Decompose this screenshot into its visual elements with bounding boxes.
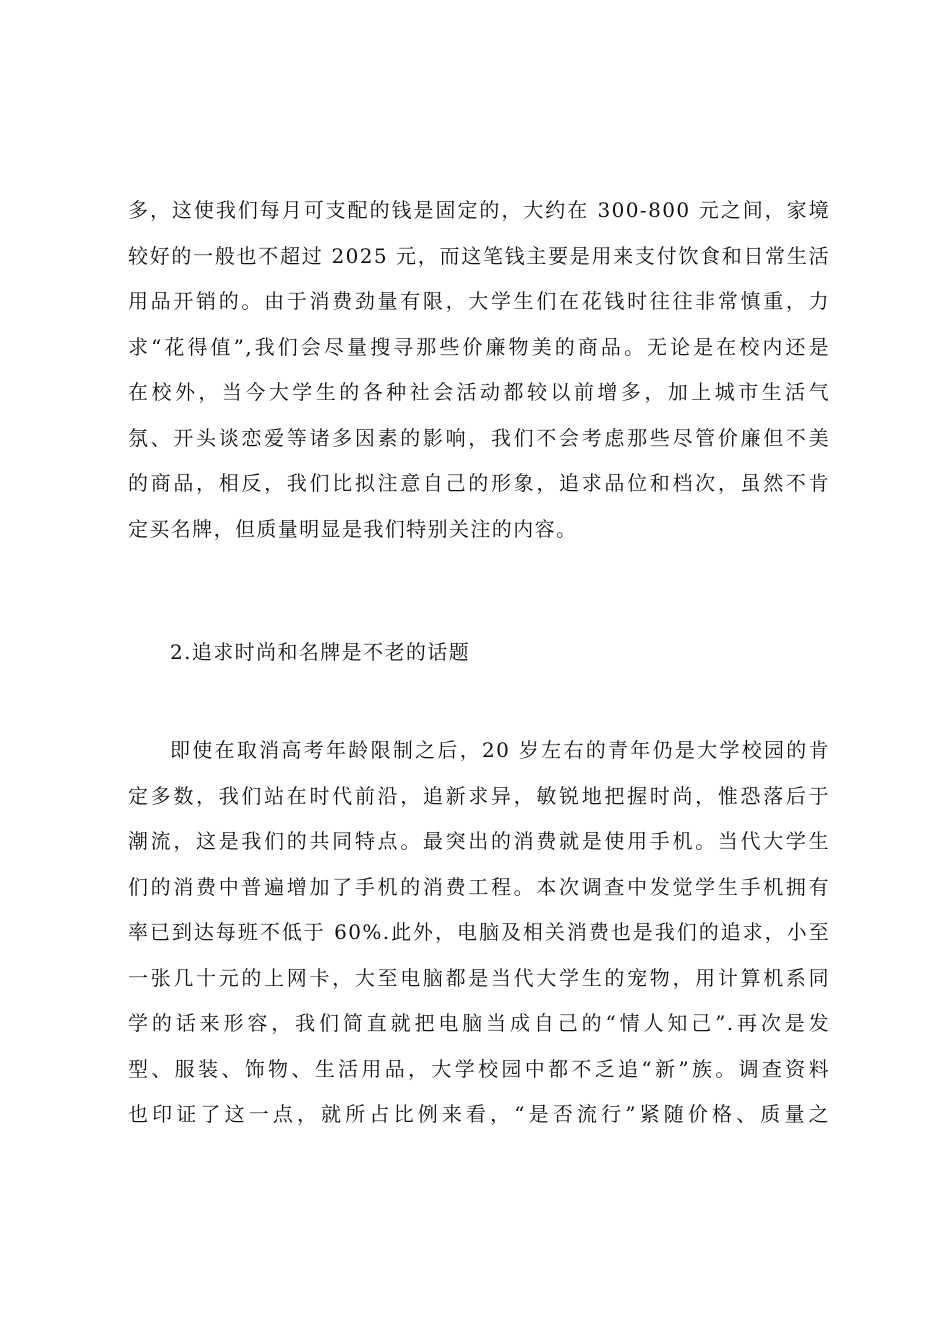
section-heading-text: 2.追求时尚和名牌是不老的话题 <box>170 640 471 664</box>
paragraph-line: 定买名牌，但质量明显是我们特别关注的内容。 <box>128 516 578 541</box>
body-paragraph <box>128 728 830 1138</box>
paragraph-line: 多，这使我们每月可支配的钱是固定的，大约在 300-800 元之间，家境 <box>128 198 830 222</box>
paragraph-line: 的商品，相反，我们比拟注意自己的形象，追求品位和档次，虽然不肯 <box>128 471 830 495</box>
paragraph-line: 求“花得值”,我们会尽量搜寻那些价廉物美的商品。无论是在校内还是 <box>128 334 830 359</box>
paragraph-line: 定多数，我们站在时代前沿，追新求异，敏锐地把握时尚，惟恐落后于 <box>128 783 830 808</box>
body-paragraph <box>128 188 830 552</box>
paragraph-line: 们的消费中普遍增加了手机的消费工程。本次调查中发觉学生手机拥有 <box>128 874 830 899</box>
paragraph-line: 也印证了这一点，就所占比例来看，“是否流行”紧随价格、质量之 <box>128 1102 830 1126</box>
paragraph-line: 率已到达每班不低于 60%.此外，电脑及相关消费也是我们的追求，小至 <box>128 920 830 944</box>
paragraph-line: 用品开销的。由于消费劲量有限，大学生们在花钱时往往非常慎重，力 <box>128 289 830 313</box>
paragraph-line: 即使在取消高考年龄限制之后，20 岁左右的青年仍是大学校园的肯 <box>170 738 830 762</box>
paragraph-line: 在校外，当今大学生的各种社会活动都较以前增多，加上城市生活气 <box>128 380 830 404</box>
paragraph-line: 一张几十元的上网卡，大至电脑都是当代大学生的宠物，用计算机系同 <box>128 965 830 990</box>
paragraph-line: 较好的一般也不超过 2025 元，而这笔钱主要是用来支付饮食和日常生活 <box>128 243 830 268</box>
paragraph-line: 氛、开头谈恋爱等诸多因素的影响，我们不会考虑那些尽管价廉但不美 <box>128 425 830 450</box>
paragraph-line: 学的话来形容，我们简直就把电脑当成自己的“情人知己”.再次是发 <box>128 1011 830 1035</box>
paragraph-line: 潮流，这是我们的共同特点。最突出的消费就是使用手机。当代大学生 <box>128 829 830 853</box>
paragraph-line: 型、服装、饰物、生活用品，大学校园中都不乏追“新”族。调查资料 <box>128 1056 830 1081</box>
section-heading <box>170 630 670 676</box>
